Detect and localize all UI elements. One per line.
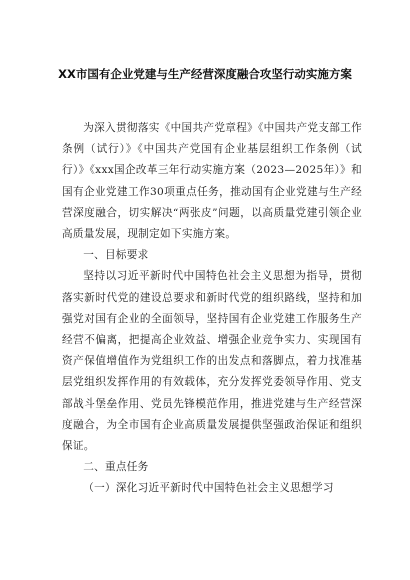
subsection-heading-study: （一）深化习近平新时代中国特色社会主义思想学习 bbox=[83, 482, 334, 495]
intro-paragraph: 为深入贯彻落实《中国共产党章程》《中国共产党支部工作条例（试行）》《中国共产党国有企业基层组织工作条例（试行）》《xxx国企改革三年行动实施方案（2023—2025年）》和国有企业党建工作30项重点任务，推动国有企业党建与生产经营深度融合，切实解决“两张皮”问题，以高质量党建引领企业高质量发展，现制定如下实施方案。 bbox=[62, 122, 362, 241]
document-body bbox=[62, 118, 362, 500]
section-heading-goals: 一、目标要求 bbox=[83, 249, 149, 262]
document-title: XX市国有企业党建与生产经营深度融合攻坚行动实施方案 bbox=[58, 67, 352, 81]
goals-paragraph: 坚持以习近平新时代中国特色社会主义思想为指导，贯彻落实新时代党的建设总要求和新时代党的组织路线，坚持和加强党对国有企业的全面领导，坚持国有企业党建工作服务生产经营不偏离，把提高企业效益、增强企业竞争实力、实现国有资产保值增值作为党组织工作的出发点和落脚点，着力找准基层党组织发挥作用的有效载体，充分发挥党委领导作用、党支部战斗堡垒作用、党员先锋模范作用，推进党建与生产经营深度融合，为全市国有企业高质量发展提供坚强政治保证和组织保证。 bbox=[62, 270, 362, 453]
section-heading-key-tasks: 二、重点任务 bbox=[83, 461, 149, 474]
